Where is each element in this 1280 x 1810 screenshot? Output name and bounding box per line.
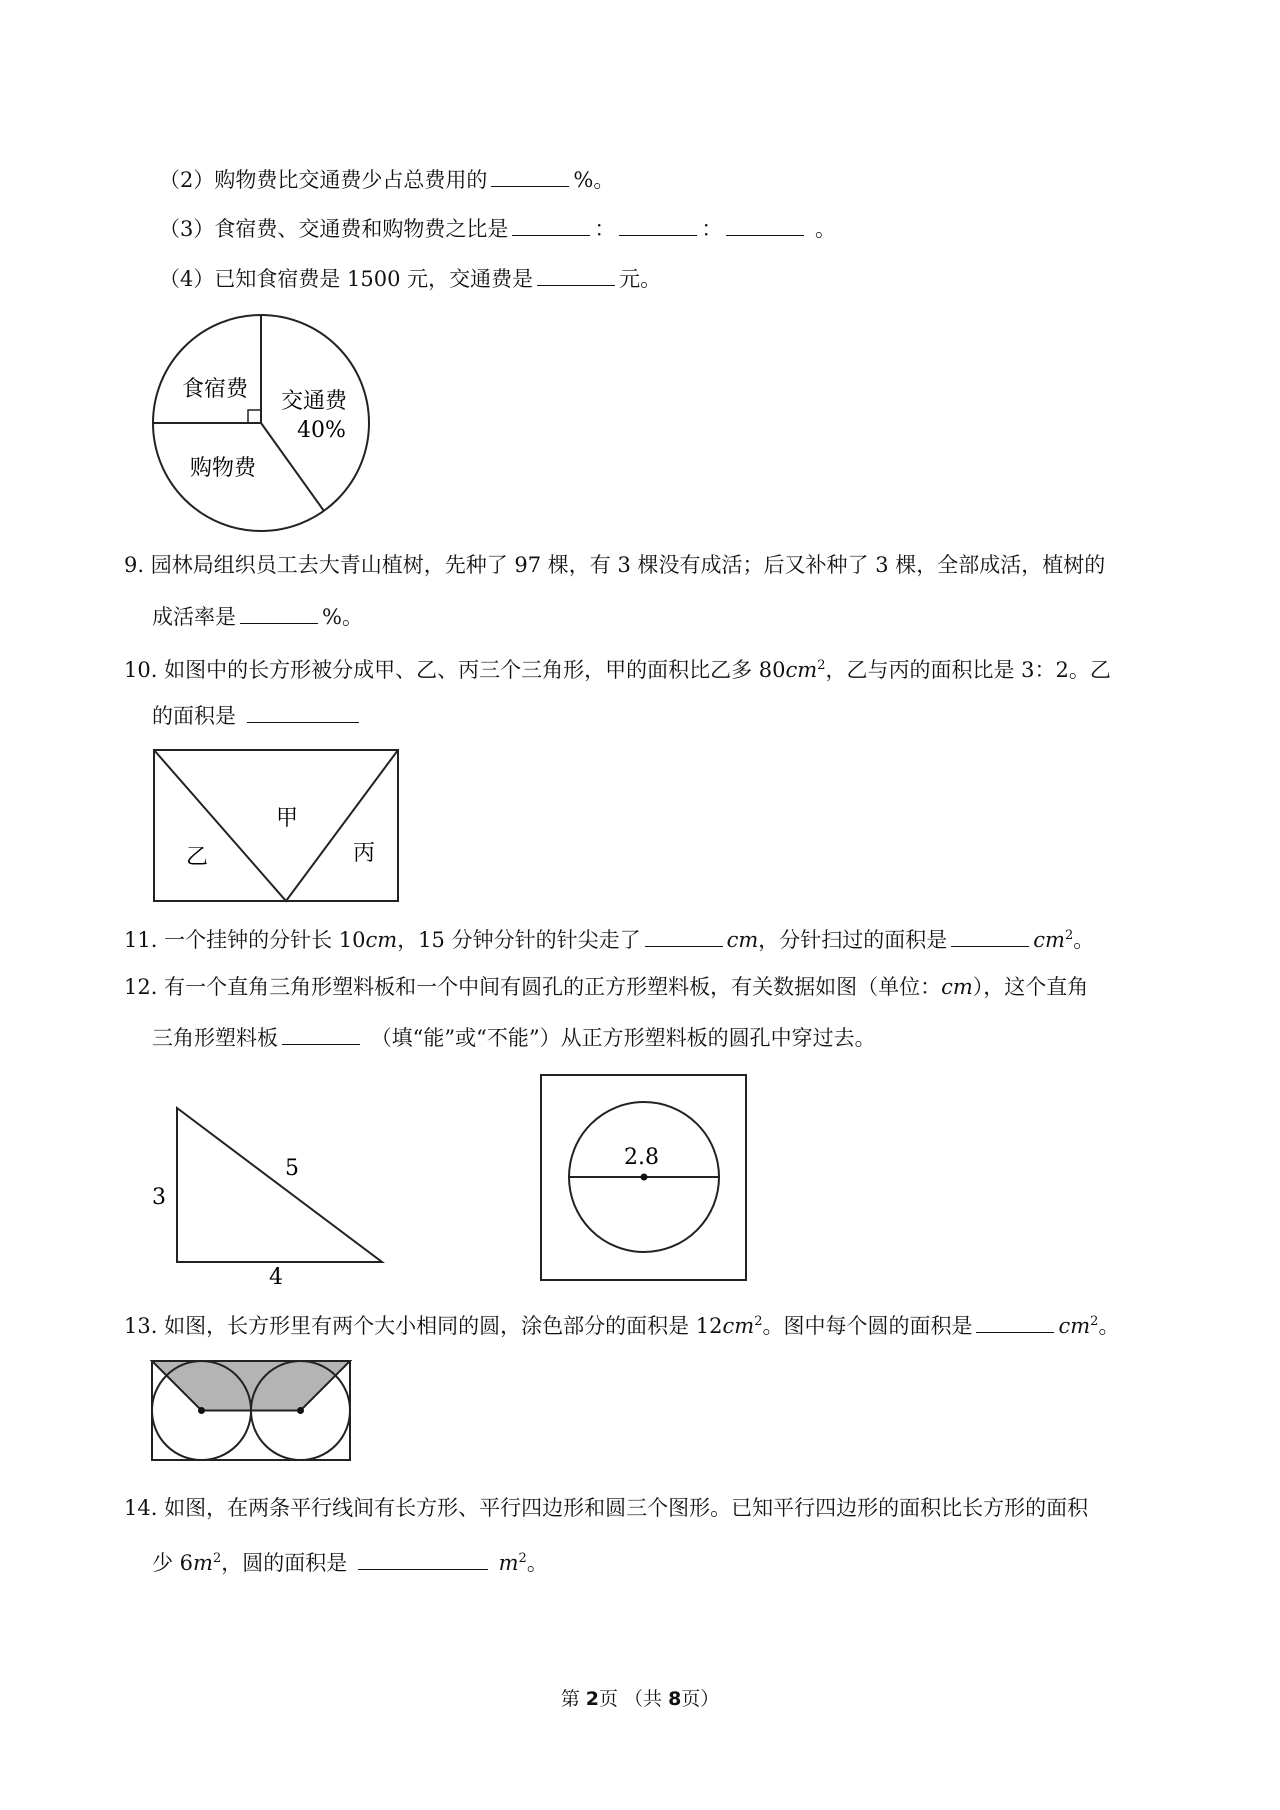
exponent: 2 [754,1314,763,1329]
pie-label-shopping: 购物费 [190,456,257,481]
exponent: 2 [518,1551,527,1566]
diameter-label: 2.8 [624,1145,659,1170]
question-text: ，乙与丙的面积比是 3：2。乙 [825,658,1111,682]
footer-text: 第 [560,1688,586,1710]
unit: m [498,1551,519,1575]
q13-figure [152,1361,350,1460]
answer-blank[interactable] [358,1549,488,1570]
unit: m [193,1551,213,1575]
pie-label-food: 食宿费 [182,377,249,402]
unit: cm [785,658,818,682]
suffix: %。 [322,605,363,629]
question-text: ，圆的面积是 [221,1551,348,1575]
q9-line2 [152,603,363,631]
question-text: （填“能”或“不能”）从正方形塑料板的圆孔中穿过去。 [370,1026,876,1050]
unit: cm [365,928,398,952]
question-text: 有一个直角三角形塑料板和一个中间有圆孔的正方形塑料板，有关数据如图（单位： [164,975,942,999]
q13-line [124,1308,1119,1340]
footer-text: 页） [681,1688,720,1710]
answer-blank[interactable] [645,926,723,947]
center-dot [641,1174,648,1181]
side-b-label: 4 [269,1265,283,1290]
question-text: 一个挂钟的分针长 10 [164,928,366,952]
total-pages: 8 [668,1688,682,1710]
question-text: （2）购物费比交通费少占总费用的 [159,168,488,192]
side-a-label: 3 [152,1185,166,1210]
question-number: 13. [124,1314,158,1338]
suffix: 。 [1098,1314,1120,1338]
question-number: 9. [124,553,145,577]
answer-blank[interactable] [240,603,318,624]
exponent: 2 [1064,928,1074,943]
suffix: %。 [573,168,615,192]
question-text: ），这个直角 [972,975,1089,999]
question-text: 如图，在两条平行线间有长方形、平行四边形和圆三个图形。已知平行四边形的面积比长方形的面积 [164,1496,1089,1520]
footer-text: 页 （共 [598,1688,669,1710]
hypotenuse-label: 5 [285,1156,299,1181]
question-number: 14. [124,1496,158,1520]
question-text: （4）已知食宿费是 1500 元，交通费是 [159,267,534,291]
q10-line2 [152,702,363,730]
pie-label-percent: 40% [297,418,346,443]
unit: cm [941,975,973,999]
q14-line1 [124,1494,1088,1522]
question-text: 如图，长方形里有两个大小相同的圆，涂色部分的面积是 12 [164,1314,723,1338]
question-number: 12. [124,975,158,999]
answer-blank[interactable] [976,1312,1054,1333]
suffix: 元。 [619,267,662,291]
exponent: 2 [212,1551,222,1566]
unit: cm [722,1314,755,1338]
question-text: 如图中的长方形被分成甲、乙、丙三个三角形，甲的面积比乙多 80 [164,658,786,682]
exponent: 2 [1090,1314,1099,1329]
exponent: 2 [817,658,826,673]
q14-line2 [152,1545,548,1577]
question-text: 。图中每个圆的面积是 [762,1314,973,1338]
right-angle-mark [248,410,261,423]
label-yi: 乙 [186,845,209,870]
q11-line [124,922,1094,954]
label-bing: 丙 [353,841,376,866]
unit: cm [726,928,759,952]
q12-line2 [152,1024,876,1052]
question-text: 的面积是 [152,704,236,728]
answer-blank[interactable] [247,702,359,723]
q9-line1 [124,551,1105,579]
unit: cm [1058,1314,1091,1338]
page-footer [0,1684,1280,1711]
question-number: 10. [124,658,158,682]
answer-blank[interactable] [282,1024,360,1045]
suffix: 。 [815,217,837,241]
question-text: ，分针扫过的面积是 [758,928,948,952]
answer-blank[interactable] [951,926,1029,947]
question-text: 少 6 [152,1551,194,1575]
ratio-sep: ： [594,217,616,241]
question-text: 成活率是 [152,605,236,629]
suffix: 。 [1073,928,1095,952]
question-text: （3）食宿费、交通费和购物费之比是 [159,217,509,241]
question-text: 园林局组织员工去大青山植树，先种了 97 棵，有 3 棵没有成活；后又补种了 3 棵，全部成活，植树的 [150,553,1106,577]
question-text: ，15 分钟分针的针尖走了 [397,928,641,952]
question-text: 三角形塑料板 [152,1026,278,1050]
pie-label-transport: 交通费 [281,389,348,414]
label-jia: 甲 [276,806,299,831]
q10-line1 [124,652,1111,684]
q12-line1 [124,973,1088,1001]
ratio-sep: ： [701,217,723,241]
unit: cm [1033,928,1065,952]
suffix: 。 [526,1551,548,1575]
right-triangle [177,1108,382,1262]
page-number: 2 [585,1688,599,1710]
question-number: 11. [124,928,158,952]
